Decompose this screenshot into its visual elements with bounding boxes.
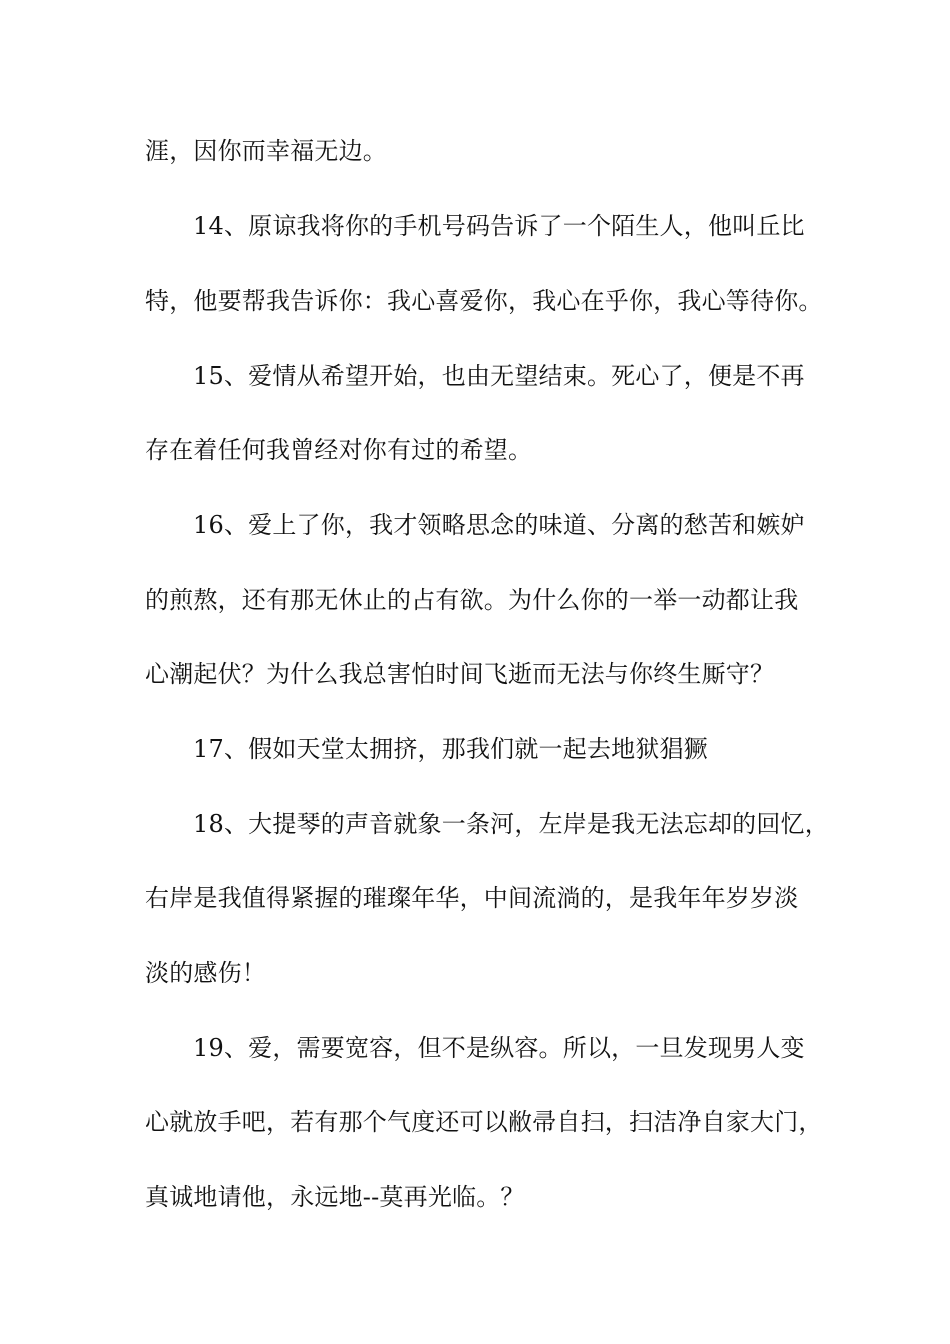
paragraph-19-line-1: 19、爱，需要宽容，但不是纵容。所以，一旦发现男人变 bbox=[193, 1034, 805, 1062]
paragraph-17-line-1: 17、假如天堂太拥挤，那我们就一起去地狱猖獗 bbox=[193, 735, 708, 763]
paragraph-16-line-2: 的煎熬，还有那无休止的占有欲。为什么你的一举一动都让我 bbox=[145, 586, 799, 614]
paragraph-15-line-1: 15、爱情从希望开始，也由无望结束。死心了，便是不再 bbox=[193, 362, 805, 390]
paragraph-16-line-1: 16、爱上了你，我才领略思念的味道、分离的愁苦和嫉妒 bbox=[193, 511, 805, 539]
paragraph-14-line-2: 特，他要帮我告诉你：我心喜爱你，我心在乎你，我心等待你。 bbox=[145, 287, 823, 315]
paragraph-18-line-3: 淡的感伤！ bbox=[145, 959, 266, 987]
paragraph-14-line-1: 14、原谅我将你的手机号码告诉了一个陌生人，他叫丘比 bbox=[193, 212, 805, 240]
paragraph-18-line-2: 右岸是我值得紧握的璀璨年华，中间流淌的，是我年年岁岁淡 bbox=[145, 884, 799, 912]
paragraph-19-line-2: 心就放手吧，若有那个气度还可以敝帚自扫，扫洁净自家大门， bbox=[145, 1108, 823, 1136]
paragraph-19-line-3: 真诚地请他，永远地--莫再光临。？ bbox=[145, 1183, 525, 1211]
paragraph-18-line-1: 18、大提琴的声音就象一条河，左岸是我无法忘却的回忆， bbox=[193, 810, 829, 838]
text-line-1: 涯，因你而幸福无边。 bbox=[145, 137, 387, 165]
paragraph-16-line-3: 心潮起伏？为什么我总害怕时间飞逝而无法与你终生厮守？ bbox=[145, 660, 775, 688]
paragraph-15-line-2: 存在着任何我曾经对你有过的希望。 bbox=[145, 436, 533, 464]
